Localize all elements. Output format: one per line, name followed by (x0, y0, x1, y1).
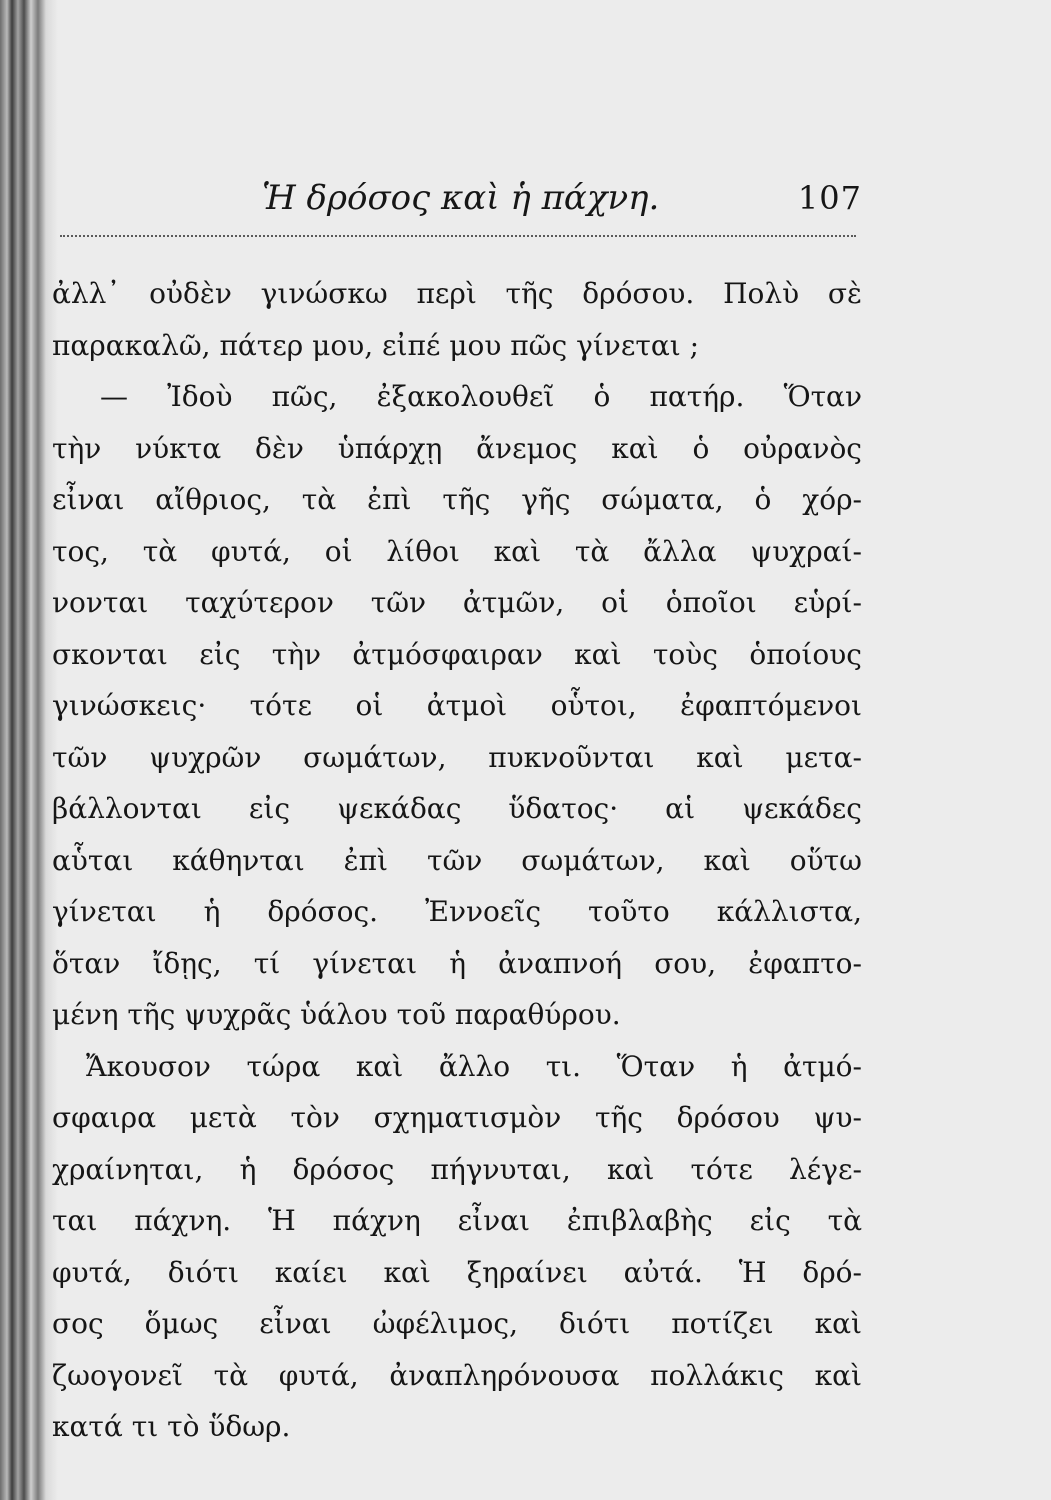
text-line: τος, τὰ φυτά, οἱ λίθοι καὶ τὰ ἄλλα ψυχραί- (52, 534, 862, 568)
text-line: φυτά, διότι καίει καὶ ξηραίνει αὐτά. Ἡ δρό- (52, 1255, 862, 1289)
text-line: χραίνηται, ἡ δρόσος πήγνυται, καὶ τότε λέγε- (52, 1152, 862, 1186)
header-divider (60, 235, 856, 237)
running-title: Ἡ δρόσος καὶ ἡ πάχνη. (262, 178, 660, 218)
text-line: τὴν νύκτα δὲν ὑπάρχῃ ἄνεμος καὶ ὁ οὐρανὸς (52, 431, 862, 465)
page-header (262, 173, 862, 223)
text-line: νονται ταχύτερον τῶν ἀτμῶν, οἱ ὁποῖοι εὑρί- (52, 586, 862, 619)
text-line: γίνεται ἡ δρόσος. Ἐννοεῖς τοῦτο κάλλιστα, (52, 895, 862, 928)
text-line: μένη τῆς ψυχρᾶς ὑάλου τοῦ παραθύρου. (52, 998, 621, 1031)
page-number: 107 (797, 179, 862, 217)
text-line: τῶν ψυχρῶν σωμάτων, πυκνοῦνται καὶ μετα- (52, 740, 862, 774)
text-line: εἶναι αἴθριος, τὰ ἐπὶ τῆς γῆς σώματα, ὁ χόρ- (52, 483, 862, 516)
text-line: σος ὅμως εἶναι ὠφέλιμος, διότι ποτίζει καὶ (52, 1307, 862, 1340)
book-spine-shadow (0, 0, 58, 1500)
text-line: ζωογονεῖ τὰ φυτά, ἀναπληρόνουσα πολλάκις καὶ (52, 1358, 862, 1392)
text-line: κατά τι τὸ ὕδωρ. (52, 1410, 291, 1443)
text-line: — Ἰδοὺ πῶς, ἐξακολουθεῖ ὁ πατήρ. Ὅταν (100, 380, 862, 413)
text-line: αὗται κάθηνται ἐπὶ τῶν σωμάτων, καὶ οὕτω (52, 843, 862, 877)
text-line: σφαιρα μετὰ τὸν σχηματισμὸν τῆς δρόσου ψυ- (52, 1101, 862, 1134)
text-line: ται πάχνη. Ἡ πάχνη εἶναι ἐπιβλαβὴς εἰς τὰ (52, 1204, 862, 1237)
text-line: ἀλλ᾽ οὐδὲν γινώσκω περὶ τῆς δρόσου. Πολὺ σὲ (52, 277, 862, 310)
text-line: ὅταν ἴδῃς, τί γίνεται ἡ ἀναπνοή σου, ἐφαπτο- (52, 946, 862, 980)
text-line: σκονται εἰς τὴν ἀτμόσφαιραν καὶ τοὺς ὁποίους (52, 637, 862, 671)
body-text (52, 268, 862, 1453)
text-line: βάλλονται εἰς ψεκάδας ὕδατος· αἱ ψεκάδες (52, 792, 862, 825)
text-line: γινώσκεις· τότε οἱ ἀτμοὶ οὗτοι, ἐφαπτόμενοι (52, 689, 862, 722)
text-line: Ἄκουσον τώρα καὶ ἄλλο τι. Ὅταν ἡ ἀτμό- (86, 1049, 862, 1083)
text-line: παρακαλῶ, πάτερ μου, εἰπέ μου πῶς γίνεται ; (52, 328, 700, 362)
